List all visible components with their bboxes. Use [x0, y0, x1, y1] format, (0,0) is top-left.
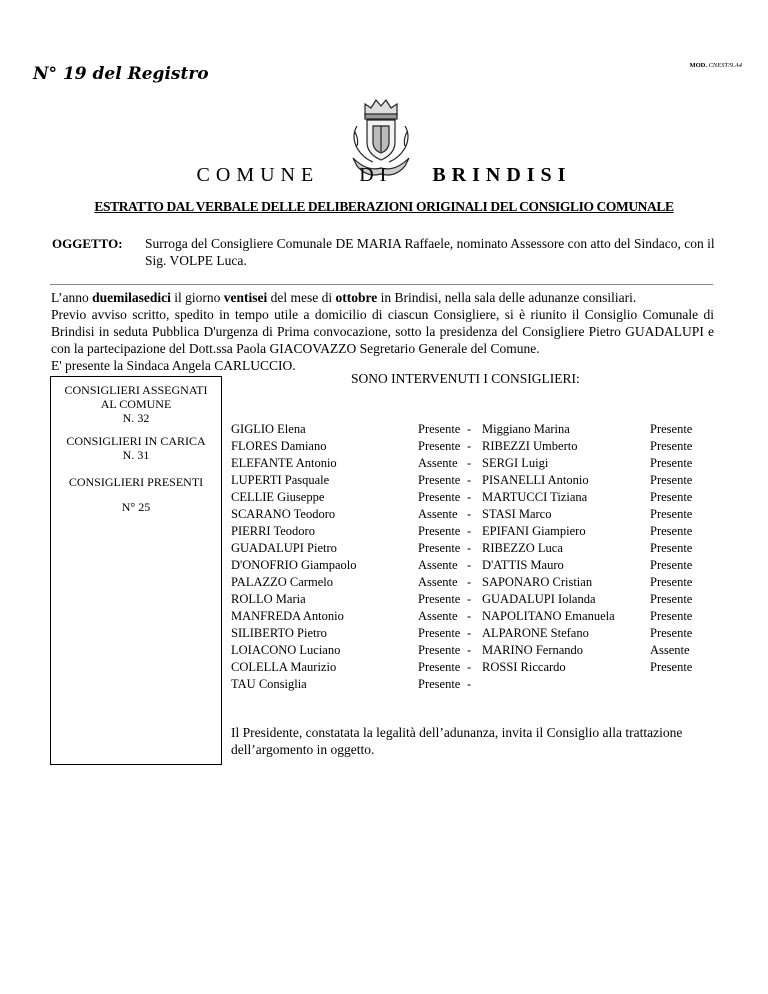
giorno: ventisei — [223, 290, 268, 305]
councillor-name: SERGI Luigi — [482, 456, 549, 470]
councillor-status: Presente — [650, 592, 693, 606]
councillor-name: SILIBERTO Pietro — [231, 626, 327, 640]
councillor-status: Presente — [650, 439, 693, 453]
title-citta: BRINDISI — [432, 164, 572, 186]
councillor-name: RIBEZZI Umberto — [482, 439, 578, 453]
councillor-status: Presente — [650, 575, 693, 589]
councillor-status: Presente — [418, 541, 461, 555]
councillor-name: Miggiano Marina — [482, 422, 570, 436]
left-status-column — [418, 421, 460, 693]
councillor-name: LOIACONO Luciano — [231, 643, 341, 657]
carica-value: N. 31 — [122, 448, 150, 462]
councillor-status: Assente — [650, 643, 690, 657]
row-separator: - — [467, 473, 472, 487]
councillor-status: Presente — [418, 490, 461, 504]
councillor-name: FLORES Damiano — [231, 439, 327, 453]
sindaca-line: E' presente la Sindaca Angela CARLUCCIO. — [51, 358, 296, 374]
title-di: DI — [359, 164, 393, 186]
row-separator: - — [467, 575, 472, 589]
councillor-name: GUADALUPI Pietro — [231, 541, 337, 555]
councillor-name: PISANELLI Antonio — [482, 473, 589, 487]
councillor-status: Presente — [418, 524, 461, 538]
councillor-status: Presente — [418, 592, 461, 606]
assegnati-value: N. 32 — [122, 411, 150, 425]
councillor-name: GIGLIO Elena — [231, 422, 306, 436]
row-separator: - — [467, 490, 472, 504]
councillor-name: MANFREDA Antonio — [231, 609, 344, 623]
councillor-name: TAU Consiglia — [231, 677, 307, 691]
intro-text: L’anno — [51, 290, 93, 305]
intro-paragraph — [51, 289, 714, 374]
row-separator: - — [467, 592, 472, 606]
assegnati-label: CONSIGLIERI ASSEGNATI — [64, 383, 208, 397]
councillor-name: D'ATTIS Mauro — [482, 558, 564, 572]
anno: duemilasedici — [92, 290, 171, 305]
row-separator: - — [467, 439, 472, 453]
councillor-status: Presente — [418, 439, 461, 453]
councillor-status: Presente — [650, 473, 693, 487]
councillor-status: Presente — [650, 524, 693, 538]
councillor-name: RIBEZZO Luca — [482, 541, 563, 555]
oggetto-label: OGGETTO: — [52, 236, 123, 251]
row-separator: - — [467, 507, 472, 521]
left-names-column — [231, 421, 357, 693]
councillor-name: CELLIE Giuseppe — [231, 490, 325, 504]
councillor-name: SCARANO Teodoro — [231, 507, 336, 521]
councillor-name: SAPONARO Cristian — [482, 575, 593, 589]
assegnati-block — [50, 383, 222, 425]
mod-value: CNEST/9.A4 — [708, 62, 742, 69]
councillor-status: Presente — [650, 558, 693, 572]
row-separator: - — [467, 524, 472, 538]
carica-label: CONSIGLIERI IN CARICA — [66, 434, 206, 448]
row-separator: - — [467, 456, 472, 470]
councillor-status: Assente — [418, 609, 458, 623]
councillor-status: Presente — [650, 507, 693, 521]
presenti-label: CONSIGLIERI PRESENTI — [68, 475, 204, 489]
councillor-name: ROLLO Maria — [231, 592, 306, 606]
councillor-status: Presente — [418, 473, 461, 487]
mod-code — [689, 62, 742, 69]
document-heading: ESTRATTO DAL VERBALE DELLE DELIBERAZIONI ORIGINALI DEL CONSIGLIO COMUNALE — [94, 199, 674, 214]
councillor-status: Presente — [650, 490, 693, 504]
councillor-status: Assente — [418, 456, 458, 470]
councillor-name: STASI Marco — [482, 507, 552, 521]
closing-paragraph: Il Presidente, constatata la legalità dell’adunanza, invita il Consiglio alla trattazione dell’argomento in oggetto. — [231, 725, 683, 757]
councillor-name: PIERRI Teodoro — [231, 524, 315, 538]
councillor-name: MARINO Fernando — [482, 643, 584, 657]
councillor-status: Presente — [650, 626, 693, 640]
intro-text: in Brindisi, nella sala delle adunanze consiliari. — [377, 290, 637, 305]
separator-column — [467, 421, 471, 693]
councillor-status: Presente — [418, 677, 461, 691]
councillor-status: Presente — [650, 456, 693, 470]
councillor-status: Presente — [418, 660, 461, 674]
divider — [50, 284, 713, 285]
councillor-name: PALAZZO Carmelo — [231, 575, 333, 589]
councillor-name: ALPARONE Stefano — [482, 626, 589, 640]
councillor-name: NAPOLITANO Emanuela — [482, 609, 615, 623]
councillor-name: LUPERTI Pasquale — [231, 473, 330, 487]
row-separator: - — [467, 558, 472, 572]
right-names-column — [482, 421, 615, 676]
row-separator: - — [467, 643, 472, 657]
title-comune: COMUNE — [196, 164, 320, 186]
councillor-name: D'ONOFRIO Giampaolo — [231, 558, 357, 572]
sono-intervenuti: SONO INTERVENUTI I CONSIGLIERI: — [351, 371, 580, 386]
councillor-name: COLELLA Maurizio — [231, 660, 337, 674]
councillor-status: Presente — [650, 541, 693, 555]
councillor-status: Presente — [418, 422, 461, 436]
councillor-status: Assente — [418, 558, 458, 572]
row-separator: - — [467, 609, 472, 623]
councillor-name: ROSSI Riccardo — [482, 660, 566, 674]
councillor-status: Presente — [650, 609, 693, 623]
councillor-status: Assente — [418, 575, 458, 589]
councillor-status: Presente — [418, 626, 461, 640]
councillor-status: Presente — [650, 422, 693, 436]
councillor-name: GUADALUPI Iolanda — [482, 592, 596, 606]
row-separator: - — [467, 677, 472, 691]
presenti-value: N° 25 — [121, 500, 151, 514]
row-separator: - — [467, 422, 472, 436]
row-separator: - — [467, 660, 472, 674]
registro-number: N° 19 del Registro — [33, 64, 209, 84]
page-title — [0, 164, 768, 187]
councillor-name: ELEFANTE Antonio — [231, 456, 337, 470]
councillor-status: Assente — [418, 507, 458, 521]
councillor-name: EPIFANI Giampiero — [482, 524, 586, 538]
mod-label: MOD. — [689, 62, 707, 69]
councillor-name: MARTUCCI Tiziana — [482, 490, 588, 504]
intro-body: Previo avviso scritto, spedito in tempo utile a domicilio di ciascun Consigliere, si è riunito il Consiglio Comunale di Brindisi in seduta Pubblica D'urgenza di Prima convocazione, sotto la presidenza del Consigliere Pietro GUADALUPI e con la partecipazione del Dott.ssa Paola GIACOVAZZO Segretario Generale del Comune. — [51, 307, 714, 357]
councillor-status: Presente — [418, 643, 461, 657]
assegnati-label2: AL COMUNE — [100, 397, 172, 411]
row-separator: - — [467, 541, 472, 555]
intro-text: il giorno — [170, 290, 224, 305]
intro-text: del mese di — [267, 290, 336, 305]
carica-block — [50, 434, 222, 462]
row-separator: - — [467, 626, 472, 640]
oggetto-text: Surroga del Consigliere Comunale DE MARIA Raffaele, nominato Assessore con atto del Sindaco, con il Sig. VOLPE Luca. — [145, 236, 715, 268]
right-status-column — [650, 421, 692, 676]
mese: ottobre — [335, 290, 378, 305]
councillor-status: Presente — [650, 660, 693, 674]
